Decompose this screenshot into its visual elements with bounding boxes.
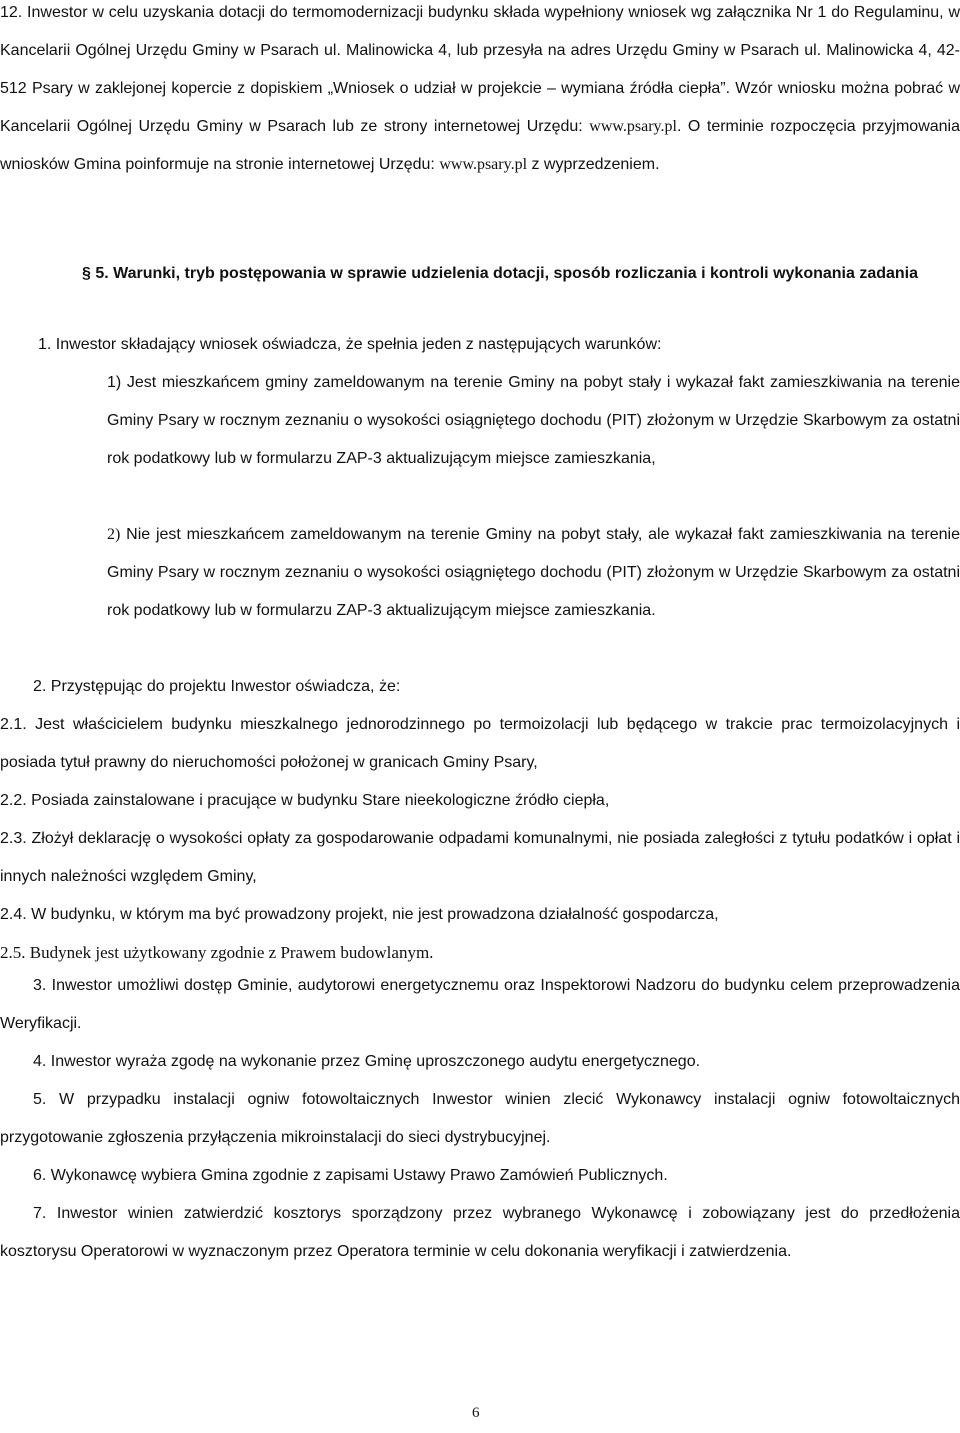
item-4: 4. Inwestor wyraża zgodę na wykonanie przez Gminę uproszczonego audytu energetycznego. <box>33 1053 701 1070</box>
item-2-2: 2.2. Posiada zainstalowane i pracujące w budynku Stare nieekologiczne źródło ciepła, <box>0 792 610 809</box>
item-7: 7. Inwestor winien zatwierdzić kosztorys sporządzony przez wybranego Wykonawcę i zobowiązany jest do przedłożenia kosztorysu Operatorowi w wyznaczonym przez Operatora terminie w celu dokonania weryfikacji i zatwierdzenia. <box>0 1205 960 1260</box>
section-title: Warunki, tryb postępowania w sprawie udzielenia dotacji, sposób rozliczania i kontroli wykonania zadania <box>108 265 919 282</box>
paragraph-12-text: 12. Inwestor w celu uzyskania dotacji do termomodernizacji budynku składa wypełniony wniosek wg załącznika Nr 1 do Regulaminu, w Kancelarii Ogólnej Urzędu Gminy w Psarach ul. Malinowicka 4, lub przesyła na adres Urzędu Gminy w Psarach ul. Malinowicka 4, 42-512 Psary w zaklejonej kopercie z dopiskiem „Wniosek o udział w projekcie – wymiana źródła ciepła”. Wzór wniosku można pobrać w Kancelarii Ogólnej Urzędu Gminy w Psarach lub ze strony internetowej Urzędu: <box>0 4 960 135</box>
item-1-1: 1) Jest mieszkańcem gminy zameldowanym na terenie Gminy na pobyt stały i wykazał fakt zamieszkiwania na terenie Gminy Psary w rocznym zeznaniu o wysokości osiągniętego dochodu (PIT) złożonym w Urzędzie Skarbowym za ostatni rok podatkowy lub w formularzu ZAP-3 aktualizującym miejsce zamieszkania, <box>107 374 960 467</box>
section-heading <box>40 256 960 292</box>
section-number: 5. <box>95 265 109 282</box>
item-6: 6. Wykonawcę wybiera Gmina zgodnie z zapisami Ustawy Prawo Zamówień Publicznych. <box>33 1167 668 1184</box>
item-1-2-text: Nie jest mieszkańcem zameldowanym na terenie Gminy na pobyt stały, ale wykazał fakt zamieszkiwania na terenie Gminy Psary w rocznym zeznaniu o wysokości osiągniętego dochodu (PIT) złożonym w Urzędzie Skarbowym za ostatni rok podatkowy lub w formularzu ZAP-3 aktualizującym miejsce zamieszkania. <box>107 526 960 619</box>
item-2-1: 2.1. Jest właścicielem budynku mieszkalnego jednorodzinnego po termoizolacji lub będącego w trakcie prac termoizolacyjnych i posiada tytuł prawny do nieruchomości położonej w granicach Gminy Psary, <box>0 716 960 771</box>
paragraph-12-text-3: z wyprzedzeniem. <box>527 156 660 173</box>
item-2-5: 2.5. Budynek jest użytkowany zgodnie z Prawem budowlanym. <box>0 943 434 962</box>
url-link-2[interactable]: www.psary.pl <box>439 156 528 173</box>
item-1-2-number: 2) <box>107 526 121 543</box>
section-sign-icon: § <box>81 265 96 282</box>
page-number: 6 <box>472 1405 480 1421</box>
item-1: 1. Inwestor składający wniosek oświadcza, że spełnia jeden z następujących warunków: <box>38 336 662 353</box>
url-link[interactable]: www.psary.pl <box>589 118 677 135</box>
paragraph-12 <box>0 0 960 184</box>
item-3: 3. Inwestor umożliwi dostęp Gminie, audytorowi energetycznemu oraz Inspektorowi Nadzoru do budynku celem przeprowadzenia Weryfikacji. <box>0 977 960 1032</box>
item-2-4: 2.4. W budynku, w którym ma być prowadzony projekt, nie jest prowadzona działalność gospodarcza, <box>0 906 719 923</box>
item-5: 5. W przypadku instalacji ogniw fotowoltaicznych Inwestor winien zlecić Wykonawcy instalacji ogniw fotowoltaicznych przygotowanie zgłoszenia przyłączenia mikroinstalacji do sieci dystrybucyjnej. <box>0 1091 960 1146</box>
item-2-3: 2.3. Złożył deklarację o wysokości opłaty za gospodarowanie odpadami komunalnymi, nie posiada zaległości z tytułu podatków i opłat i innych należności względem Gminy, <box>0 830 960 885</box>
item-2: 2. Przystępując do projektu Inwestor oświadcza, że: <box>33 678 401 695</box>
item-1-2 <box>0 516 960 630</box>
paragraph-12-text-2: . O terminie rozpoczęcia przyjmowania wniosków Gmina poinformuje na stronie internetowej Urzędu: <box>0 118 960 173</box>
